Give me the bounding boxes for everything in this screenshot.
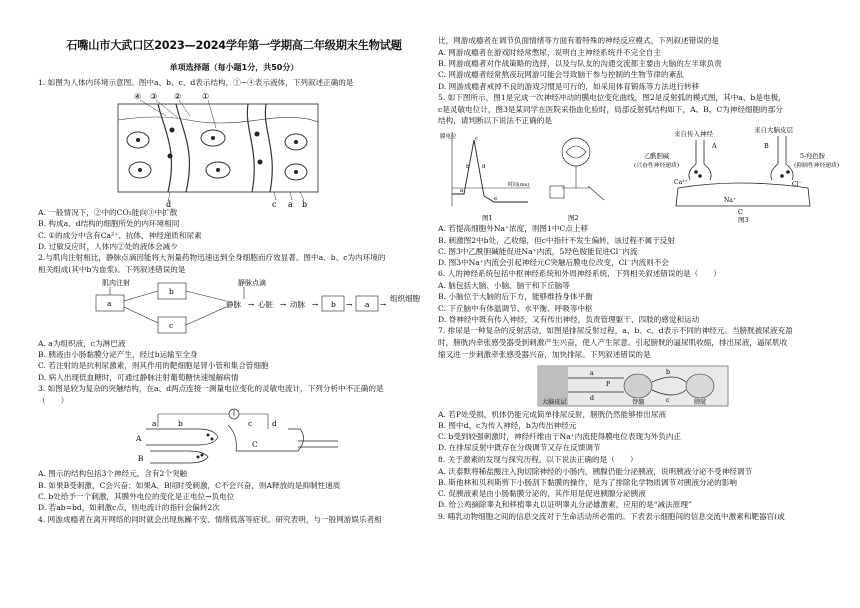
syn-label-A: A <box>136 434 142 444</box>
q6-option-b: B. 小脑位于大脑的后下方，能够维持身体平衡 <box>438 292 593 302</box>
label-2: ② <box>174 92 182 102</box>
flow-tissue-cell: 组织细胞 <box>390 293 420 303</box>
q7-option-d: D. 在排尿反射中既存在分级调节又存在反馈调节 <box>438 443 601 453</box>
urination-reflex-diagram <box>438 362 830 410</box>
q7-stem-3: 缩又进一步刺激牵张感受器兴奋，加快排尿。下列叙述错误的是 <box>438 349 651 359</box>
fig1-caption: 图1 <box>482 214 493 223</box>
q7-mark-b: b <box>666 368 670 376</box>
flow-vein: 静脉 <box>226 299 241 309</box>
flow-arrow-4: → <box>346 299 353 309</box>
q2-option-b: B. 胰液由小肠黏膜分泌产生，经过b运输至全身 <box>38 350 198 360</box>
q1-stem-1: 1. 如图为人体内环境示意图。图中a、b、c、d表示结构，①~④表示液体，下列叙述正确的是 <box>38 78 354 88</box>
section-heading: 单项选择题（每小题1分，共50分） <box>169 62 299 72</box>
q2-option-c: C. 若注射的是抗利尿激素，则其作用的靶细胞是肾小管和集合管细胞 <box>38 361 269 371</box>
q4-option-c: C. 网游成瘾者经常熬夜玩网游可能会导致脑干参与控制的生物节律的紊乱 <box>438 70 684 80</box>
q2-stem-2: 相关组成(其中b为血浆)。下列叙述错误的是 <box>38 264 186 274</box>
fig1-point-c: c <box>475 136 479 143</box>
label-d: d <box>166 200 172 210</box>
syn-label-c: c <box>248 419 253 429</box>
q7-option-b: B. 图中d、c为传入神经，b为传出神经元 <box>438 420 577 430</box>
fig3-mark-c: C <box>738 208 743 217</box>
fig3-mark-b: B <box>764 142 769 151</box>
flow-arrow-1: → <box>248 299 255 309</box>
q5-figure-group <box>438 126 840 225</box>
q5-option-a: A. 若提高细胞外Na⁺浓度，则图1中C点上移 <box>438 224 589 234</box>
flow-label-drip: 静脉点滴 <box>238 278 266 287</box>
q7-mark-c: c <box>666 396 670 404</box>
fig3-cl: Cl⁻ <box>792 181 802 189</box>
injection-flow-diagram <box>38 277 430 339</box>
q2-option-a: A. a为组织液，c为淋巴液 <box>38 338 126 348</box>
q6-option-c: C. 下丘脑中有体温调节、水平衡、呼吸等中枢 <box>438 303 593 313</box>
q3-option-b: B. 如果B受刺激，C会兴奋；如果A、B同时受刺激，C不会兴奋，则A释放的是抑制性递质 <box>38 480 341 490</box>
flow-arrow-5: → <box>380 299 387 309</box>
q7-mark-p: P <box>606 380 611 388</box>
q8-stem: 8. 关于激素的发现与探究历程，以下说法正确的是（ ） <box>438 454 638 464</box>
question-9 <box>438 512 830 523</box>
q4-option-a: A. 网游成瘾者在游戏时经常憋尿，说明自主神经系统并不完全自主 <box>438 47 661 57</box>
label-3: ③ <box>150 92 158 102</box>
q7-option-a: A. 若P处受损，机体仍能完成简单排尿反射，膀胱仍然能够排出尿液 <box>438 409 667 419</box>
syn-label-C: C <box>252 440 258 450</box>
syn-label-d: d <box>272 419 277 429</box>
question-2 <box>38 253 430 383</box>
q8-option-b: B. 斯他林和贝利斯剪下小肠刮下黏膜的操作，是为了排除化学物质调节对胰液分泌的影响 <box>438 477 737 487</box>
q3-stem-1: 3. 如图是较为复杂的突触结构，在a、d两点连接一测量电位变化的灵敏电流计，下列分析中不正确的是 <box>38 383 384 393</box>
q5-option-c: C. 图3中乙酰胆碱能促进Na⁺内流，5羟色胺能促进Cl⁻内流 <box>438 246 638 256</box>
flow-box-b2: b <box>331 299 336 309</box>
question-1 <box>38 78 430 252</box>
q2-stem-1: 2.与肌肉注射相比，静脉点滴因能将大剂量药物迅速送到全身细胞而疗效显著。图中a、b、c为内环境的 <box>38 253 386 263</box>
q6-stem: 6. 人的神经系统包括中枢神经系统和外周神经系统，下列相关叙述错误的是（ ） <box>438 269 722 279</box>
fig1-point-b: b <box>466 164 470 171</box>
flow-heart: 心脏 <box>258 299 273 309</box>
q1-option-b: B. 构成a、d结构的细胞所处的内环境相同 <box>38 219 180 229</box>
q5-figures <box>438 126 840 225</box>
fig3-top-right: 来自大脑皮层 <box>754 126 793 135</box>
q2-figure <box>38 277 430 339</box>
syn-label-b: b <box>178 419 183 429</box>
q4-option-d: D. 网游成瘾者戒掉不良的游戏习惯是可行的，如采用体育锻炼等方法进行转移 <box>438 81 700 91</box>
fig1-xlabel: 时间(ms) <box>508 182 530 189</box>
flow-box-b: b <box>169 286 174 296</box>
q7-figure <box>438 362 830 410</box>
q5-stem-3: 结构，请判断以下说法不正确的是 <box>438 116 552 126</box>
q4-stem-1: 4. 网游成瘾者在离开网络的同时就会出现焦躁不安、情绪低落等症状。研究表明，与一般网游娱乐者相 <box>38 514 382 524</box>
flow-arrow-2: → <box>280 299 287 309</box>
label-b: b <box>302 200 308 210</box>
syn-label-a: a <box>152 419 157 429</box>
fig3-ach-note: (兴奋性神经递质) <box>634 163 680 170</box>
q6-option-a: A. 脑包括大脑、小脑、脑干和下丘脑等 <box>438 281 570 291</box>
q8-option-a: A. 沃泰默将稀盐酸注入狗切除神经的小肠内，胰腺仍能分泌胰液，说明胰液分泌不受神经调节 <box>438 466 753 476</box>
fig3-top-left: 来自传入神经 <box>674 130 713 139</box>
q8-option-c: C. 促胰液素是由小肠黏膜分泌的，其作用是促进胰腺分泌胰液 <box>438 489 646 499</box>
fig3-ach: 乙酰胆碱 <box>644 153 670 161</box>
fig3-5ht-note: (抑制性神经递质) <box>794 163 840 170</box>
label-c: c <box>272 200 277 210</box>
fig3-na: Na⁺ <box>724 197 736 205</box>
q7-spine-label: 脊髓 <box>632 398 645 406</box>
q1-option-c: C. ①的成分中含有Ca²⁺、抗体、神经递质和尿素 <box>38 230 202 240</box>
question-3 <box>38 384 430 514</box>
q1-figure <box>38 90 430 208</box>
fig1-membrane-potential <box>440 132 530 222</box>
fig2-reflex-arc <box>550 138 604 222</box>
q8-option-d: D. 给公鸡摘除睾丸和移植睾丸以证明睾丸分泌雄激素，应用的是“减法原理” <box>438 500 692 510</box>
flow-artery: 动脉 <box>290 299 305 309</box>
flow-arrow-3: → <box>312 299 319 309</box>
flow-box-a2: a <box>365 299 370 309</box>
fig1-point-e: e <box>494 196 498 203</box>
flow-box-c: c <box>169 320 174 330</box>
q6-option-d: D. 脊神经中既有传入神经，又有传出神经，负责管理躯干、四肢的感觉和运动 <box>438 315 700 324</box>
fig3-ca: Ca²⁺ <box>674 179 688 187</box>
q7-mark-a: a <box>590 369 594 377</box>
label-4: ④ <box>134 92 142 102</box>
q1-option-a: A. 一般情况下，②中的CO₂能向③中扩散 <box>38 208 178 218</box>
q7-bladder-label: 膀胱 <box>694 398 707 406</box>
q4-option-b: B. 网游成瘾者对作战策略的选择，以及与队友的沟通交流都主要由大脑的左半球负责 <box>438 59 722 69</box>
fig3-mark-a: A <box>712 142 717 151</box>
fig1-point-d: d <box>482 164 486 171</box>
q4-stem-2: 比，网游成瘾者在调节负面情绪等方面有着特殊的神经反应模式。下列叙述错误的是 <box>438 36 719 45</box>
question-8 <box>438 455 830 511</box>
fig3-neurons <box>634 125 839 224</box>
q3-figure <box>38 407 430 469</box>
q5-stem-1: 5. 如下图所示，图1是完成一次神经冲动的膜电位变化曲线，图2是反射弧的模式图，其中a、b是电极， <box>438 92 786 102</box>
q5-stem-2: c是灵敏电位计，图3是某同学在医院采指血化验时，局部反射弧结构如下，A、B、C为神经细胞的部分 <box>438 104 783 114</box>
syn-label-B: B <box>138 454 144 464</box>
flow-label-muscle: 肌肉注射 <box>102 278 130 287</box>
q7-brain-label: 大脑皮层 <box>542 398 567 406</box>
inner-environment-diagram <box>38 90 430 208</box>
right-column <box>438 36 840 523</box>
label-a: a <box>288 200 293 210</box>
q7-stem-2: 时，膀胱内牵张感受器受到刺激产生兴奋，使人产生尿意。引起膀胱的逼尿肌收缩，排出尿液，逼尿肌收 <box>438 338 788 348</box>
left-column <box>38 38 430 526</box>
q3-stem-2: （ ） <box>38 395 69 405</box>
q5-option-b: B. 刺激图2中b处，乙收缩，但c中指针不发生偏转，该过程不属于反射 <box>438 235 675 245</box>
fig1-point-a: a <box>460 188 464 195</box>
q9-stem: 9. 哺乳动物细胞之间的信息交流对于生命活动所必需的。下表表示细胞间的信息交流中激素和靶器官(或 <box>438 511 785 521</box>
question-6 <box>438 269 830 325</box>
label-1: ① <box>202 92 210 102</box>
fig3-5ht: 5-羟色胺 <box>800 153 826 161</box>
fig2-caption: 图2 <box>568 214 579 223</box>
q5-option-d: D. 图3中Na⁺内流会引起神经元C突触后膜电位改变，Cl⁻内流则不会 <box>438 258 669 268</box>
question-7 <box>438 326 830 454</box>
q7-option-c: C. b受到较强刺激时，神经纤维由于Na⁺内流使得膜电位表现为外负内正 <box>438 432 682 442</box>
q3-option-c: C. b处给予一个刺激，其膜外电位的变化是正电位→负电位 <box>38 491 235 501</box>
synapse-diagram <box>38 407 430 469</box>
q3-option-a: A. 图示的结构包括3个神经元，含有2个突触 <box>38 469 188 479</box>
question-4 <box>38 515 430 526</box>
question-5 <box>438 92 840 269</box>
q3-option-d: D. 若ab=bd，如刺激c点，则电流计的指针会偏转2次 <box>38 503 220 513</box>
fig3-caption: 图3 <box>738 216 749 225</box>
fig1-ylabel: 膜电位 <box>440 134 457 141</box>
q2-option-d: D. 病人出现低血糖时，可通过静脉注射葡萄糖快速缓解病情 <box>38 372 239 382</box>
page-title: 石嘴山市大武口区2023—2024学年第一学期高二年级期末生物试题 <box>66 39 402 52</box>
q1-option-d: D. 过敏反应时，人体内②处的液体会减少 <box>38 241 178 251</box>
q7-mark-d: d <box>590 394 594 402</box>
q7-stem-1: 7. 排尿是一种复杂的反射活动，如图是排尿反射过程，a、b、c、d表示不同的神经元。当膀胱被尿液充盈 <box>438 326 793 336</box>
flow-box-a: a <box>107 298 112 308</box>
